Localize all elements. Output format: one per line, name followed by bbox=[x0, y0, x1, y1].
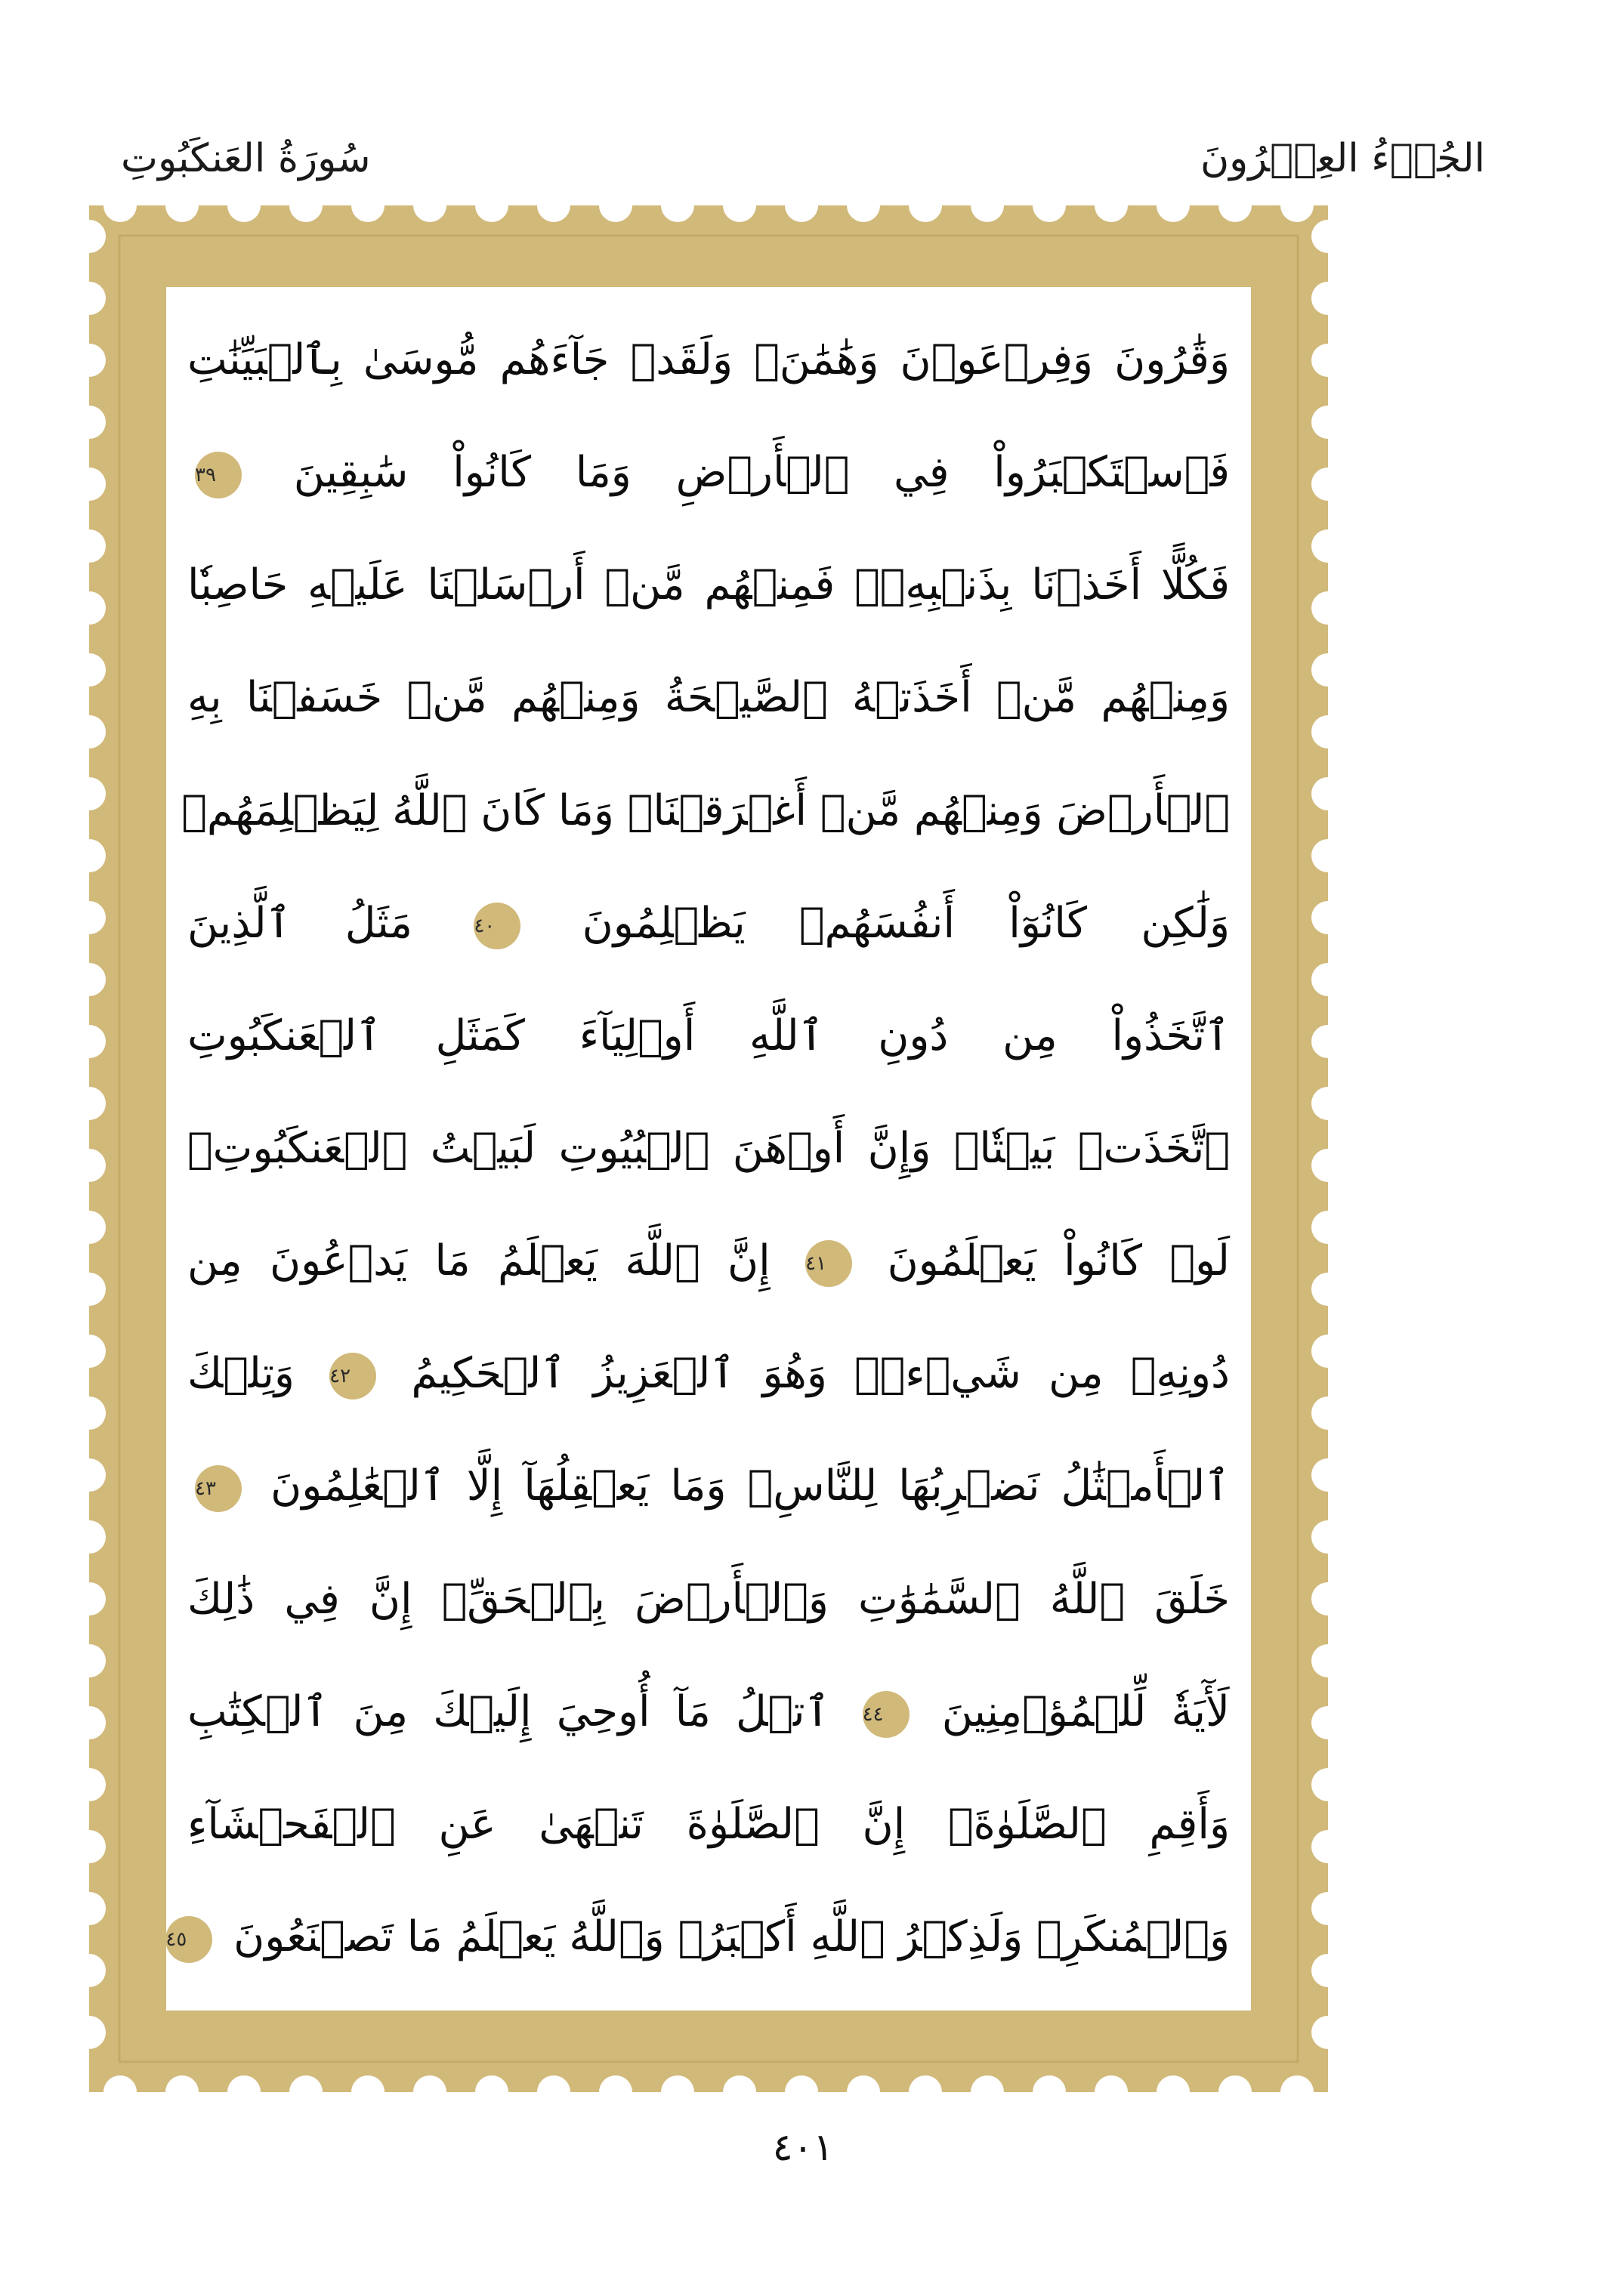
frame-scallop bbox=[1218, 2075, 1252, 2109]
frame-scallop bbox=[909, 189, 942, 222]
frame-scallop bbox=[413, 189, 446, 222]
frame-scallop bbox=[165, 2075, 199, 2109]
frame-scallop bbox=[73, 1706, 106, 1739]
frame-scallop bbox=[73, 653, 106, 687]
verse-text: ٱلۡأَرۡضَ وَمِنۡهُم مَّنۡ أَغۡرَقۡنَاۚ وَمَا كَانَ ٱللَّهُ لِيَظۡلِمَهُمۡ bbox=[181, 785, 1230, 835]
frame-scallop bbox=[971, 2075, 1004, 2109]
frame-scallop bbox=[73, 1830, 106, 1863]
frame-scallop bbox=[909, 2075, 942, 2109]
verse-text: وَأَقِمِ ٱلصَّلَوٰةَۖ إِنَّ ٱلصَّلَوٰةَ تَنۡهَىٰ عَنِ ٱلۡفَحۡشَآءِ bbox=[187, 1799, 1230, 1849]
frame-scallop bbox=[1311, 1149, 1345, 1182]
verse-text: وَتِلۡكَ bbox=[187, 1349, 295, 1399]
frame-scallop bbox=[537, 189, 570, 222]
frame-scallop bbox=[847, 189, 880, 222]
verse-text: وَٱلۡمُنكَرِۗ وَلَذِكۡرُ ٱللَّهِ أَكۡبَرُۗ وَٱللَّهُ يَعۡلَمُ مَا تَصۡنَعُونَ bbox=[233, 1912, 1230, 1961]
frame-scallop bbox=[73, 1149, 106, 1182]
frame-scallop bbox=[1095, 2075, 1128, 2109]
frame-scallop bbox=[785, 189, 818, 222]
frame-scallop bbox=[1311, 591, 1345, 625]
frame-scallop bbox=[1311, 1087, 1345, 1120]
verse-line bbox=[187, 1319, 1230, 1429]
frame-scallop bbox=[73, 1768, 106, 1801]
frame-scallop bbox=[1311, 1582, 1345, 1616]
frame-scallop bbox=[1311, 653, 1345, 687]
frame-scallop bbox=[661, 189, 694, 222]
frame-scallop bbox=[73, 406, 106, 439]
verse-line bbox=[187, 643, 1230, 753]
frame-scallop bbox=[73, 1954, 106, 1987]
frame-scallop bbox=[1157, 2075, 1190, 2109]
frame-scallop bbox=[1157, 189, 1190, 222]
frame-scallop bbox=[73, 220, 106, 253]
frame-scallop bbox=[73, 963, 106, 996]
frame-scallop bbox=[103, 2075, 137, 2109]
verse-line bbox=[181, 756, 1230, 866]
frame-scallop bbox=[73, 282, 106, 315]
frame-scallop bbox=[227, 2075, 261, 2109]
frame-scallop bbox=[1311, 1211, 1345, 1244]
frame-scallop bbox=[1311, 529, 1345, 563]
verse-line bbox=[187, 418, 1230, 528]
frame-scallop bbox=[1311, 963, 1345, 996]
verse-line bbox=[187, 869, 1230, 979]
frame-scallop bbox=[1311, 1025, 1345, 1058]
verse-text: خَلَقَ ٱللَّهُ ٱلسَّمَٰوَٰتِ وَٱلۡأَرۡضَ بِٱلۡحَقِّۚ إِنَّ فِي ذَٰلِكَ bbox=[187, 1574, 1230, 1624]
page-number: ٤٠١ bbox=[772, 2125, 834, 2169]
verse-line bbox=[187, 1431, 1230, 1541]
frame-scallop bbox=[1311, 344, 1345, 377]
ayah-marker: ٤٠ bbox=[474, 903, 520, 949]
frame-scallop bbox=[1311, 2016, 1345, 2049]
ayah-marker: ٣٩ bbox=[195, 452, 242, 498]
frame-scallop bbox=[73, 1644, 106, 1677]
frame-scallop bbox=[1311, 1396, 1345, 1430]
frame-scallop bbox=[227, 189, 261, 222]
frame-scallop bbox=[73, 1396, 106, 1430]
verse-line bbox=[187, 1545, 1230, 1655]
frame-scallop bbox=[413, 2075, 446, 2109]
frame-scallop bbox=[73, 715, 106, 748]
frame-scallop bbox=[599, 2075, 632, 2109]
frame-scallop bbox=[73, 1458, 106, 1492]
frame-scallop bbox=[73, 2016, 106, 2049]
ornamental-frame bbox=[89, 205, 1328, 2092]
ayah-marker: ٤١ bbox=[805, 1240, 852, 1287]
verse-line bbox=[165, 1882, 1230, 1992]
frame-scallop bbox=[1311, 1335, 1345, 1368]
frame-scallop bbox=[1311, 1644, 1345, 1677]
frame-scallop bbox=[1033, 189, 1066, 222]
frame-scallop bbox=[847, 2075, 880, 2109]
frame-scallop bbox=[1280, 2075, 1314, 2109]
frame-scallop bbox=[103, 189, 137, 222]
frame-scallop bbox=[73, 1273, 106, 1306]
frame-scallop bbox=[1280, 189, 1314, 222]
frame-scallop bbox=[1218, 189, 1252, 222]
verse-text: ٱتَّخَذُواْ مِن دُونِ ٱللَّهِ أَوۡلِيَآءَ كَمَثَلِ ٱلۡعَنكَبُوتِ bbox=[187, 1011, 1230, 1060]
frame-scallop bbox=[1311, 220, 1345, 253]
frame-scallop bbox=[73, 591, 106, 625]
frame-scallop bbox=[1311, 1892, 1345, 1925]
frame-scallop bbox=[1311, 1520, 1345, 1554]
frame-scallop bbox=[475, 2075, 508, 2109]
frame-scallop bbox=[289, 2075, 323, 2109]
frame-scallop bbox=[1311, 1458, 1345, 1492]
frame-scallop bbox=[1095, 189, 1128, 222]
frame-scallop bbox=[73, 1892, 106, 1925]
verse-text: ٱتَّخَذَتۡ بَيۡتٗاۖ وَإِنَّ أَوۡهَنَ ٱلۡبُيُوتِ لَبَيۡتُ ٱلۡعَنكَبُوتِۖ bbox=[187, 1123, 1230, 1173]
verse-line bbox=[187, 305, 1230, 415]
verse-text: مَثَلُ ٱلَّذِينَ bbox=[187, 898, 413, 948]
frame-scallop bbox=[289, 189, 323, 222]
verse-line bbox=[187, 1770, 1230, 1880]
frame-scallop bbox=[1311, 901, 1345, 934]
verse-line bbox=[187, 1657, 1230, 1767]
juz-title: الجُزۡءُ العِشۡرُونَ bbox=[1200, 136, 1485, 181]
frame-scallop bbox=[1311, 839, 1345, 872]
frame-scallop bbox=[599, 189, 632, 222]
frame-scallop bbox=[1033, 2075, 1066, 2109]
frame-scallop bbox=[723, 189, 756, 222]
frame-scallop bbox=[351, 2075, 385, 2109]
frame-scallop bbox=[475, 189, 508, 222]
ayah-marker: ٤٥ bbox=[165, 1916, 212, 1963]
verse-text: لَأٓيَةٗ لِّلۡمُؤۡمِنِينَ bbox=[941, 1687, 1230, 1736]
frame-scallop bbox=[1311, 715, 1345, 748]
frame-scallop bbox=[537, 2075, 570, 2109]
verse-text: وَمِنۡهُم مَّنۡ أَخَذَتۡهُ ٱلصَّيۡحَةُ وَمِنۡهُم مَّنۡ خَسَفۡنَا بِهِ bbox=[187, 673, 1230, 723]
verse-line bbox=[187, 530, 1230, 640]
frame-scallop bbox=[73, 1087, 106, 1120]
frame-scallop bbox=[351, 189, 385, 222]
ayah-marker: ٤٤ bbox=[863, 1691, 910, 1738]
ayah-marker: ٤٣ bbox=[195, 1465, 242, 1512]
frame-scallop bbox=[785, 2075, 818, 2109]
verse-text: فَٱسۡتَكۡبَرُواْ فِي ٱلۡأَرۡضِ وَمَا كَانُواْ سَٰبِقِينَ bbox=[293, 448, 1230, 498]
verse-line bbox=[187, 1094, 1230, 1204]
frame-scallop bbox=[165, 189, 199, 222]
frame-scallop bbox=[723, 2075, 756, 2109]
frame-scallop bbox=[73, 839, 106, 872]
frame-scallop bbox=[73, 901, 106, 934]
verse-text: وَقَٰرُونَ وَفِرۡعَوۡنَ وَهَٰمَٰنَۖ وَلَقَدۡ جَآءَهُم مُّوسَىٰ بِٱلۡبَيِّنَٰتِ bbox=[187, 335, 1230, 384]
frame-scallop bbox=[971, 189, 1004, 222]
frame-scallop bbox=[1311, 1706, 1345, 1739]
surah-title: سُورَةُ العَنكَبُوتِ bbox=[121, 136, 371, 181]
verse-line bbox=[187, 1206, 1230, 1316]
text-panel bbox=[166, 287, 1251, 2011]
verse-lines bbox=[165, 305, 1231, 1992]
frame-scallop bbox=[1311, 468, 1345, 501]
frame-scallop bbox=[73, 1211, 106, 1244]
verse-text: ٱتۡلُ مَآ أُوحِيَ إِلَيۡكَ مِنَ ٱلۡكِتَٰبِ bbox=[187, 1687, 830, 1736]
frame-scallop bbox=[1311, 1954, 1345, 1987]
verse-text: ٱلۡأَمۡثَٰلُ نَضۡرِبُهَا لِلنَّاسِۖ وَمَا يَعۡقِلُهَآ إِلَّا ٱلۡعَٰلِمُونَ bbox=[270, 1461, 1230, 1511]
frame-scallop bbox=[1311, 1830, 1345, 1863]
verse-text: دُونِهِۦ مِن شَيۡءٖۚ وَهُوَ ٱلۡعَزِيزُ ٱلۡحَكِيمُ bbox=[411, 1349, 1230, 1399]
verse-text: فَكُلًّا أَخَذۡنَا بِذَنۢبِهِۦۖ فَمِنۡهُم مَّنۡ أَرۡسَلۡنَا عَلَيۡهِ حَاصِبٗا bbox=[187, 560, 1230, 610]
frame-scallop bbox=[73, 777, 106, 810]
frame-scallop bbox=[1311, 777, 1345, 810]
frame-scallop bbox=[73, 1582, 106, 1616]
verse-text: إِنَّ ٱللَّهَ يَعۡلَمُ مَا يَدۡعُونَ مِن bbox=[187, 1236, 771, 1286]
frame-scallop bbox=[73, 344, 106, 377]
verse-text: لَوۡ كَانُواْ يَعۡلَمُونَ bbox=[887, 1236, 1230, 1286]
verse-line bbox=[187, 981, 1230, 1091]
frame-scallop bbox=[1311, 1768, 1345, 1801]
verse-text: وَلَٰكِن كَانُوٓاْ أَنفُسَهُمۡ يَظۡلِمُونَ bbox=[582, 898, 1231, 948]
frame-scallop bbox=[1311, 406, 1345, 439]
frame-scallop bbox=[73, 468, 106, 501]
ayah-marker: ٤٢ bbox=[329, 1353, 376, 1400]
frame-scallop bbox=[1311, 282, 1345, 315]
frame-scallop bbox=[661, 2075, 694, 2109]
frame-scallop bbox=[73, 1520, 106, 1554]
frame-scallop bbox=[73, 529, 106, 563]
frame-scallop bbox=[73, 1335, 106, 1368]
frame-scallop bbox=[1311, 1273, 1345, 1306]
frame-scallop bbox=[73, 1025, 106, 1058]
